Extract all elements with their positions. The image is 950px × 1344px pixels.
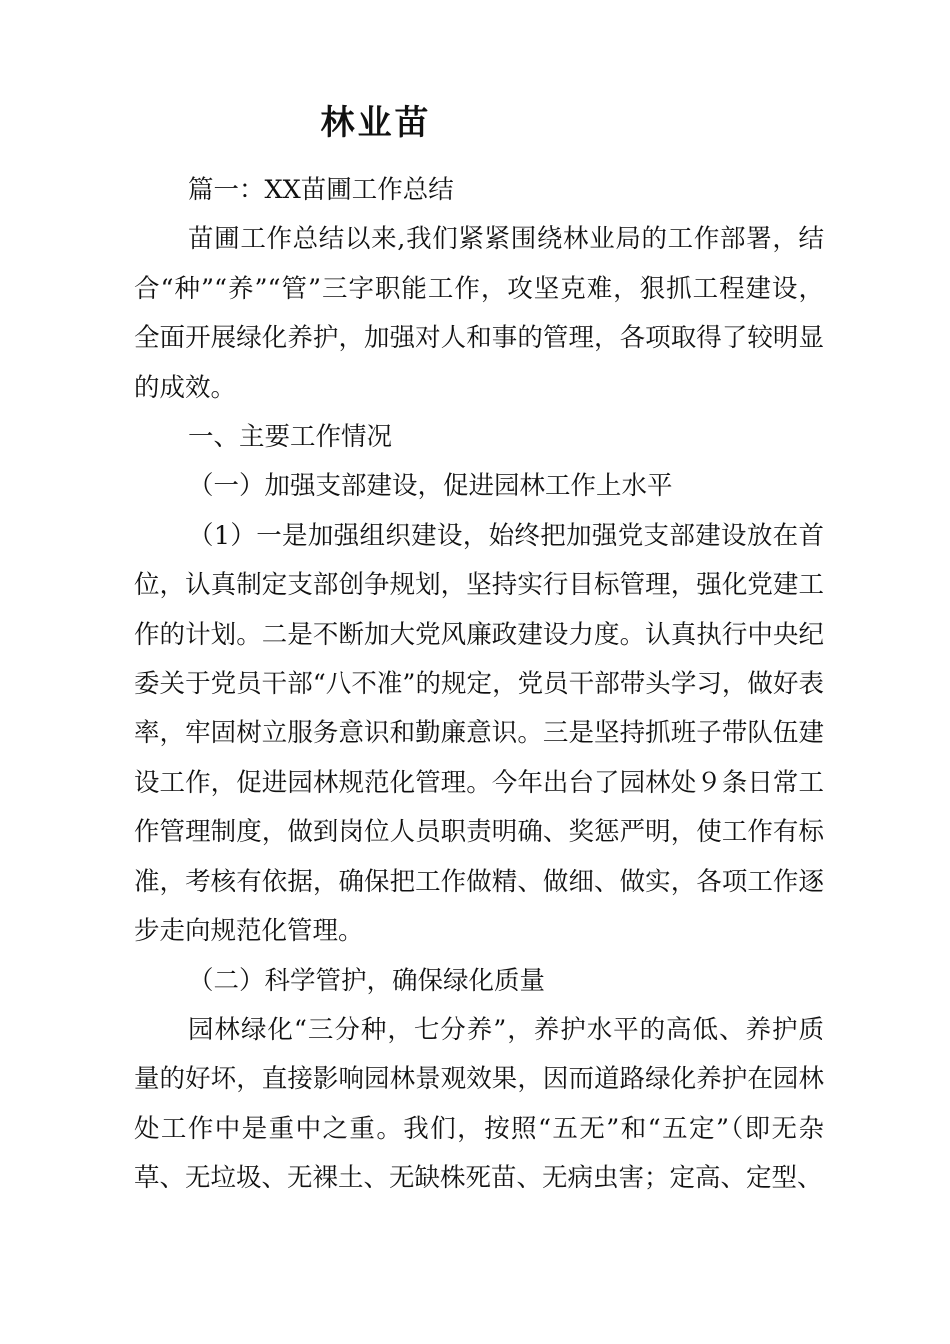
greening-maintenance-paragraph: 园林绿化“三分种，七分养”，养护水平的高低、养护质量的好坏，直接影响园林景观效果，因而道路绿化养护在园林处工作中是重中之重。我们，按照“五无”和“五定”（即无杂草、无垃圾、无裸土、无缺株死苗、无病虫害；定高、定型、: [134, 1014, 824, 1194]
subsection-heading-2: （二）科学管护，确保绿化质量: [188, 965, 546, 996]
section-heading: 一、主要工作情况: [188, 422, 393, 453]
subtitle-paragraph: 篇一：XX苗圃工作总结: [188, 175, 454, 205]
document-title: 林业苗: [320, 103, 432, 143]
party-building-paragraph: （1）一是加强组织建设，始终把加强党支部建设放在首位，认真制定支部创争规划，坚持实行目标管理，强化党建工作的计划。二是不断加大党风廉政建设力度。认真执行中央纪委关于党员干部“八不准”的规定，党员干部带头学习，做好表率，牢固树立服务意识和勤廉意识。三是坚持抓班子带队伍建设工作，促进园林规范化管理。今年出台了园林处９条日常工作管理制度，做到岗位人员职责明确、奖惩严明，使工作有标准，考核有依据，确保把工作做精、做细、做实，各项工作逐步走向规范化管理。: [134, 520, 824, 947]
intro-paragraph: 苗圃工作总结以来,我们紧紧围绕林业局的工作部署，结合“种”“养”“管”三字职能工作，攻坚克难，狠抓工程建设，全面开展绿化养护，加强对人和事的管理，各项取得了较明显的成效。: [134, 224, 824, 403]
document-body: [134, 166, 824, 1204]
subsection-heading-1: （一）加强支部建设，促进园林工作上水平: [188, 471, 673, 502]
